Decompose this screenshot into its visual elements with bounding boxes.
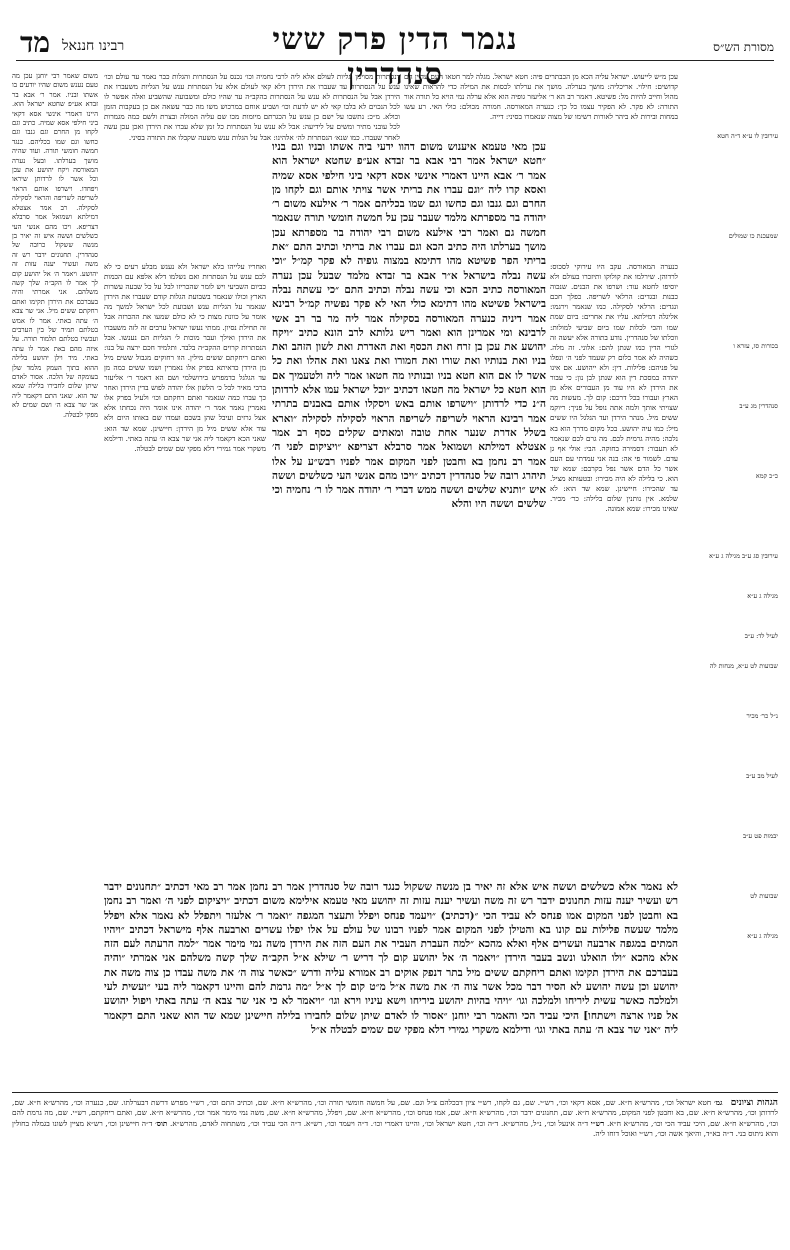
tosafot-notes-label: תוס׳	[155, 1118, 168, 1128]
tosafot-commentary-side	[104, 262, 266, 880]
tosafot-text-side: ואחריו עלייהו בלא ישראל ולא נענש מבלע רעים כי לא לכם ענש על הנסתרות ואם נשלמו דלא אלפא עם הכמות כביום השביעי ויש לומר שהכריזו לבל על כל שבעה עשרות הארץ וכולו שנאמר בשבועת הגלות קודם שעברו את הירדן שנאמר על הגליות ענש ושבועת לכל ישראל למשך מה אומר על כוונת מצות כי לא כולם שמעו את ההכרזה אבל זה תחילת נסיון. ממתי נעשו ישראל ערבים זה לזה משעברו את הירדן ואילך ועבר מוכות ל׳ הגליות הם נענשו. אבל הנסתרות קרוים ההקב״ה בלבד. ותלמיד חכם ירצה על בנו: ואתם ריחקתם ששים מילין. הוו רחוקים מגבול ששים מיל מן הירדן כדאיתא בפרק אלו נאמרין ושמו ששים כמה מן עד הגלגל כדמפרש בירושלמי ושם הא דאמר ר׳ אליעזר ברבי מאיר לבל כ׳ הלשון אלו יהודה לפוש בדין הירדן ואחר כך עברו כמה שנאמר ואתם רחקתם וכו׳ ולעיל בפרק אלו נאמרין נאמר אמר ר׳ יהודה אינו אומר היה נכחתו אלא אצל גרזים ועיבל שהן בשכם ועמדו שם באותו היום ולא עוד אלא ששים מיל מן הירדן: חיישינן. שמא שד הוא: שאני הכא דקאמר ליה אני שר צבא ה׳ עתה באתי. ודילמא משקרי אמר גמירי דלא מפקי שם שמים לבטלה.	[104, 262, 266, 453]
masoret-citation: עירובין לו ע״א ד״ה חטא	[717, 132, 778, 140]
gemara-lines-continued: לא נאמר אלא כשלשים וששה איש אלא זה יאיר בן מנשה ששקול כנגד רובה של סנהדרין אמר רב נחמן אמר רב מאי דכתיב ״תחנונים ידבר רש ועשיר יענה עזות תחנונים ידבר רש זה משה ועשיר יענה עזות זה יהושע מאי טעמא אילימא משום דכתיב ״ויציקום לפני ה׳ ואמר רב נחמן בא וחבטן לפני המקום אמו פנחס לא עביד הכי ״(דכתיב) ״ויעמד פנחס ויפלל ותעצר המגפה ״ואמר ר׳ אלעזר ויתפלל לא נאמר אלא ויפלל מלמד שעשה פלילות עם קונו בא והטילן לפני המקום אמר לפניו רבונו של עולם על אלו יפלו עשרים וארבעה אלף מישראל דכתיב ״ויהיו המתים במגפה ארבעה ועשרים אלף ואלא מהכא ״למה העברת העביר את העם הזה את הירדן משה נמי מימר אמר ״למה הרעתה לעם הזה אלא מהכא ״ולו הואלנו ונשב בעבר הירדן ״ויאמר ה׳ אל יהושע קום לך דריש ר׳ שילא א״ל הקב״ה שלך קשה משלהם אני אמרתי ״והיה בעברכם את הירדן תקימו ואתם ריחקתם ששים מיל בתר דנפק אוקים רב אמורא עליה ודרש ״כאשר צוה ה׳ את משה עבדו כן צוה משה את יהושע וכן עשה יהושע לא הסיר דבר מכל אשר צוה ה׳ את משה א״ל מ״ט קום לך א״ל ״מה גרמת להם והיינו דקאמר ליה בעי ״ועשית לעי ולמלכה כאשר עשית ליריחו ולמלכה וגו׳ ״ויהי בהיות יהושע ביריחו וישא עיניו וירא וגו׳ ״ויאמר לא כי אני שר צבא ה׳ עתה באתי ויפול יהושע אל פניו ארצה וישתחו] היכי עביד הכי והאמר רבי יוחנן ״אסור לו לאדם שיתן שלום לחבירו בלילה חיישינן שמא שד הוא שאני התם דקאמר ליה ״אני שר צבא ה׳ עתה באתי וגו׳ ודילמא משקרי גמירי דלא מפקי שם שמים לבטלה א״ל	[104, 881, 678, 1036]
masoret-citation: שבועות לט	[750, 892, 778, 900]
gemara-text-continued	[104, 880, 678, 1064]
rashi-text-top: עכן מ״ש לייעוש. ישראל עליה הכא מן הכבתרים פיה: חטא ישראל. מגלה למר חטאו העם עדיין הם קדושים: חילוי. אריכליה: מושך בערלה. מושך את ערלתו לכסות את המילה כדי להראות שאינו מהול וחייב להיות מל: פשיטא. דאמר רב הא ר׳ אליעזר גופיה הוא אלא ערלה נמי הויא כל תורה אור התורה: לא פקר. לא הפקיר עצמו כל כך: כנערה המאורסה. חמורה מכולם: כולי האי. רע עשו במחות ובירות לא ביהר לאורות רשימו של מצוה שנאמרו בסיני: דייה.	[404, 72, 678, 122]
masoret-citation: לעיל מב ע״ב	[746, 772, 778, 780]
rashi-notes-label: רש״י	[590, 1118, 605, 1128]
rashi-commentary-side	[550, 262, 678, 880]
tosafot-text-top: דנסתרות מסוימן וגליות לעולם אלא ליה לרבי נחמיה וכו׳ נכנס על הנסתרות והגלות כבר נאמר עד עולם וכו׳ ענש על הנסתרות עד שעברו את הירדן דלא קאי לעולם אלא על הנסתרות ענש על הגליות משעברו את הירדן אבל על הנסתרות לא ענש על הנסתרות בהקב״ה עד שהיו כולם ומשבועה שהשביע ואלה אפשר לו לכל הנכוים לא בלבו קאי לא יש לדעת וכו׳ ושביע אוחם במרכוש משו מה כבר עשאה אם כן בעקבות הזמן וכולא. מ״כ: נתשבו על ישם כן ענש על הכגרתם מיומות מכו שם עליה המולה ובצרת ולשם כמה מגמרות לכל עובני מתיר ומשים על לידיעה: אבל לא ענש על הנסתרות כל זמן שלא עברו את הירדן ואכן עכן עשה לאחר שעברו. כמו שנא׳ הנסתרות לה׳ אלהינו: אבל על הגלות ענש משעה שקבלו את התורה בסיני.	[104, 72, 400, 142]
masoret-citation: בכורות סו, עזרא ו	[733, 342, 778, 350]
page-number: מד	[20, 26, 51, 59]
masoret-citation: נ״ל כר׳ מכיר	[746, 712, 778, 720]
gemara-notes-label: גמ׳	[713, 1098, 723, 1107]
tosafot-notes: ד״ה חיישינן וכו׳, רש״א מציין לשונו בגמלה בחולין והוא ניתוס בני. ד״ה בא״ד, והיאך אשה וכו׳, רש״י ואוכל דוחו ליה.	[12, 1118, 778, 1139]
masoret-citation: מגילה ג ע״א	[747, 932, 778, 940]
rashi-notes: ד״ה אינעל וכו׳, נ״ל, מהרש״א. ד״ה וכו׳, חטא ישראל וכו׳, והיינו דאמרי וכו׳. ד״ה ויעמד וכו׳, רש״א. ד״ה הכי עביד וכו׳, משתחוה לאדם, מהרש״א.	[170, 1118, 589, 1128]
gemara-notes: חטא ישראל וכו׳, מהרש״א ח״א. שם, אסא דקאי וכו׳, רש״י. שם, גם לקחו, רש״י ציון דבכלהם צ״ל וגם. שם, על חמשה חומשי תורה וכו׳, מהרש״א ח״א. שם, וכתיב התם וכו׳, רש״י מפרש דרשת דבערלתו. שם, כנערה וכו׳, מהרש״א ח״א. שם, לרדותן וכו׳, מהרש״א ח״א. שם, בא וחבטן לפני המקום, מהרש״א ח״א. שם, תחנונים ידבר וכו׳, מהרש״א ח״א. שם, אמו פנחס וכו׳, מהרש״א ח״א. שם, ויפלל, מהרש״א ח״א. שם, משה נמי מימר אמר וכו׳, מהרש״א ח״א. שם, ואתם ריחקתם, רש״י. שם, מה גרמת להם וכו׳, מהרש״א ח״א. שם, היכי עביד הכי וכו׳, מהרש״א ח״א.	[12, 1098, 778, 1128]
rabbeinu-chananel-commentary	[12, 72, 98, 952]
gemara-text	[272, 140, 546, 880]
rabbeinu-label: רבינו חננאל	[62, 38, 125, 54]
rabbeinu-text: משום שאמר רבי יוחנן עכן מה טעם נענש משום שהיו יודעים בו אשתו ובניו. אמר ר׳ אבא בר זבדא אע״פ שחטא ישראל הוא. היינו דאמרי אינשי אסא דקאי ביני חילפי אסא שמיה. כתיב וגם לקחו מן החרם וגם גנבו וגם כחשו וגם שמו בכליהם. כנגד חמשה חומשי תורה. ועוד שהיה מושך בערלתו. ובעל נערה המאורסה ויקח יהושע את עכן וכל אשר לו לרדותן שיראו ויפחדו. וישרפו אותם הראוי לשריפה לשריפה והראוי לסקילה לסקילה. רב אמר אצטלא דמילתא ושמואל אמר סרבלא דצריפא. ויכו מהם אנשי העי כשלשים וששה איש זה יאיר בן מנשה ששקול כרובה של סנהדרין. תחנונים ידבר רש זה משה ועשיר יענה עזות זה יהושע. ויאמר ה׳ אל יהושע קום לך אמר לו הקב״ה שלך קשה משלהם. אני אמרתי והיה בעברכם את הירדן תקימו ואתם רחקתם ששים מיל. אני שר צבא ה׳ עתה באתי. אמר לו אמש בטלתם תמיד של בין הערבים ועכשיו בטלתם תלמוד תורה. על איזה מהם באת אמר לו עתה באתי. מיד וילן יהושע בלילה ההוא בתוך העמק מלמד שלן בעומקה של הלכה. אסור לאדם שיתן שלום לחבירו בלילה שמא שד הוא. שאני התם דקאמר ליה אני שר צבא ה׳ ושם שמים לא מפקי לבטלה.	[12, 72, 98, 419]
rashi-text-side: כנערה המאורסה. עקב היו עירוקי לסכוס: לרדוהן. שירלמו את קולוקו ותיזכרו בעולם ולא יוסיפו לחטא עוד: ושרפו את הבנים. שנכוה כבנות ובגדים: הרלאי לשריפה. כפלך חכם ונגדים: הרלאי לסקילה. כמו שנאמר וירגמו: אליגלה דמילתא. עליו את אחרים: ביום שמת שמו והכי לכלות שמו ביום שביעי למולות: ווכלתו של סנהדרין. נודע בתורה אלא יעשה זה לגזרי הדין כמו שנתן להם: אלוני. זה מלה. כשהיה לא אמר כלום רק שעמד לפני ה׳ ונפלו על פניהם: פלילות. דין: ולא ייהושע. אם אינו יהודה במסכת דין הוא שנתן לבן נון: כי עבור את הירדן לא היו עוד מן העבורים אלא מן הארץ ועבורו בכל דרכם: קום לך. מעשות מה שצויתי אותך ולמה אתה נופל על פניך: ריוקמ ששים מיל. מנהר הירדן ועד הגלגל היו ששים מיל: כמו עיה יהושע. בכל מקום מדרך הוא בא נלכה: מהיה גרמית לכם. מה גרם לכם שנאמר לא תעבור: דסמירה בחוקה. הבי: אולי אף גן עדם. לשמור פי אה: בנה אני עמדתי עם העם אשר כל הדם אשר נפל בקרבם: שמא שד הוא. כי בלילה לא היה מכירו: ובטעותא מציל. עד שהכירו: חיישינן. שמא שד הוא: לא שלמא. אין נותנין שלום בלילה: כר׳ מכיר. שאינו מכירו: שמא אמונה.	[550, 262, 678, 514]
masoret-citation: שבועות לט ע״א, מנחות לה	[709, 662, 778, 670]
masoret-citation: שמעכנת כו שמולים	[728, 232, 778, 240]
haggahot-footer	[12, 1098, 778, 1206]
header-rule	[16, 60, 774, 61]
masoret-margin	[684, 72, 778, 952]
masoret-citation: סנהדרין מג ע״ב	[739, 402, 778, 410]
gemara-lines: עכן מאי טעמא איענוש משום דהוו ידעי ביה אשתו ובניו וגם בניו ״חטא ישראל אמר רבי אבא בר זבדא אע״פ שחטא ישראל הוא אמר ר׳ אבא היינו דאמרי אינשי אסא דקאי ביני חילפי אסא שמיה ואסא קרו ליה ״וגם עברו את בריתי אשר צויתי אותם וגם לקחו מן החרם וגם גנבו וגם כחשו וגם שמו בכליהם אמר ר׳ אילעא משום ר׳ יהודה בר מספרתא מלמד שעבר עכן על חמשה חומשי תורה שנאמר חמשה גם ואמר רבי אילעא משום רבי יהודה בר מספרתא עכן מושך בערלתו היה כתיב הכא וגם עברו את בריתי וכתיב התם ״את בריתי הפר פשיטא מהו דתימא במצוה גופיה לא פקר קמ״ל ״וכי עשה נבלה בישראל א״ר אבא בר זבדא מלמד שבעל עכן נערה המאורסה כתיב הכא וכי עשה נבלה וכתיב התם ״כי עשתה נבלה בישראל פשיטא מהו דתימא כולי האי לא פקר נפשיה קמ״ל רבינא אמר דיניה כנערה המאורסה בסקילה אמר ליה מר בר רב אשי לרבינא ומי אמרינן הוא ואמר ריש גלותא לרב הונא כתיב ״ויקח יהושע את עכן בן זרח ואת הכסף ואת האדרת ואת לשון הזהב ואת בניו ואת בנותיו ואת שורו ואת חמורו ואת צאנו ואת אהלו ואת כל אשר לו אם הוא חטא בניו ובנותיו מה חטאו אמר ליה ולטעמיך אם הוא חטא כל ישראל מה חטאו דכתיב ״וכל ישראל עמו אלא לרדותן ה״נ כדי לרדותן ״וישרפו אותם באש ויסקלו אותם באבנים בתרתי אמר רבינא הראוי לשריפה לשריפה הראוי לסקילה לסקילה ״וארא בשלל אדרת שנער אחת טובה ומאתים שקלים כסף רב אמר אצטלא דמילתא ושמואל אמר סרבלא דצריפא ״ויציקום לפני ה׳ אמר רב נחמן בא וחבטן לפני המקום אמר לפניו רבש״ע על אלו תיהרג רובה של סנהדרין דכתיב ״ויכו מהם אנשי העי כשלשים וששה איש ״ותניא שלשים וששה ממש דברי ר׳ יהודה אמר לו ר׳ נחמיה וכי שלשים וששה היו והלא	[272, 141, 546, 511]
footer-rule	[12, 1092, 778, 1093]
footer-title: הגהות וציונים	[730, 1098, 778, 1108]
masoret-citation: מגילה ג ע״א	[747, 592, 778, 600]
page-header	[0, 14, 790, 92]
masoret-citation: כ״כ קמא	[755, 472, 778, 480]
masoret-citation: לעיל לד: ע״ב	[744, 632, 778, 640]
running-title: נגמר הדין פרק ששי סנהדרין	[272, 22, 518, 92]
masoret-citation: עירובין סג ע״ב מגילה ג ע״א	[709, 552, 778, 560]
masoret-label: מסורת הש״ס	[713, 40, 774, 54]
masoret-citation: יבמות פט ע״ב	[742, 832, 778, 840]
